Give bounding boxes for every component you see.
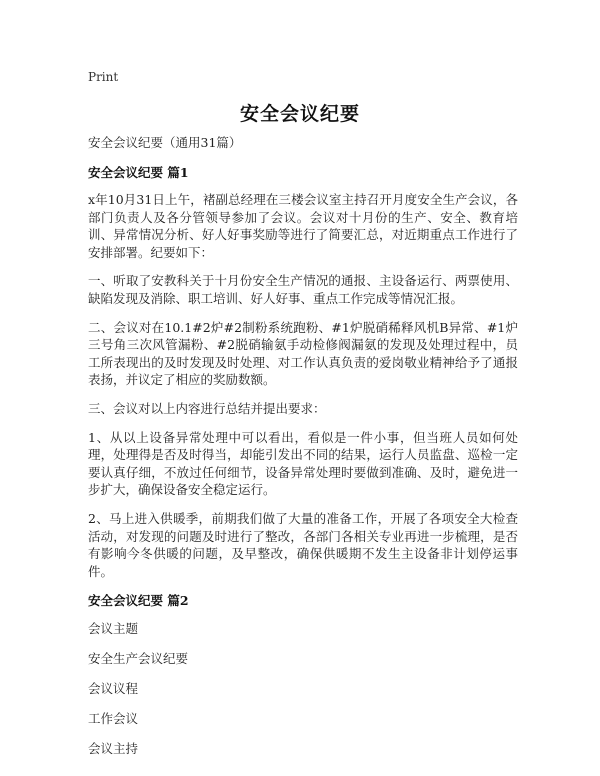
paragraph: x年10月31日上午，褚副总经理在三楼会议室主持召开月度安全生产会议，各部门负责人及各分管领导参加了会议。会议对十月份的生产、安全、教育培训、异常情况分析、好人好事奖励等进行了简要汇总，对近期重点工作进行了安排部署。纪要如下： xyxy=(88,192,518,260)
list-item: 会议议程 xyxy=(88,681,139,697)
document-body xyxy=(88,133,518,769)
document-subtitle: 安全会议纪要（通用31篇） xyxy=(88,135,242,150)
paragraph: 一、听取了安教科关于十月份安全生产情况的通报、主设备运行、两票使用、缺陷发现及消除、职工培训、好人好事、重点工作完成等情况汇报。 xyxy=(88,273,518,306)
section-heading: 安全会议纪要 篇1 xyxy=(88,165,189,180)
paragraph: 三、会议对以上内容进行总结并提出要求： xyxy=(88,400,326,416)
list-item: 会议主持 xyxy=(88,741,139,757)
list-item: 会议主题 xyxy=(88,621,139,637)
print-link[interactable]: Print xyxy=(88,70,119,84)
page-title: 安全会议纪要 xyxy=(239,103,360,125)
paragraph: 1、从以上设备异常处理中可以看出，看似是一件小事，但当班人员如何处理，处理得是否及时得当，却能引发出不同的结果，运行人员监盘、巡检一定要认真仔细，不放过任何细节，设备异常处理时要做到准确、及时，避免进一步扩大，确保设备安全稳定运行。 xyxy=(88,429,518,498)
section-heading: 安全会议纪要 篇2 xyxy=(88,593,189,609)
paragraph: 2、马上进入供暖季，前期我们做了大量的准备工作，开展了各项安全大检查活动，对发现的问题及时进行了整改，各部门各相关专业再进一步梳理，是否有影响今冬供暖的问题，及早整改，确保供暖期不发生主设备非计划停运事件。 xyxy=(88,510,518,579)
list-item: 工作会议 xyxy=(88,711,139,727)
list-item: 安全生产会议纪要 xyxy=(88,651,189,667)
paragraph: 二、会议对在10.1#2炉#2制粉系统跑粉、#1炉脱硝稀释风机B异常、#1炉三号角三次风管漏粉、#2脱硝输氨手动检修阀漏氨的发现及处理过程中，员工所表现出的及时发现及时处理、对工作认真负责的爱岗敬业精神给予了通报表扬，并议定了相应的奖励数额。 xyxy=(88,319,518,388)
